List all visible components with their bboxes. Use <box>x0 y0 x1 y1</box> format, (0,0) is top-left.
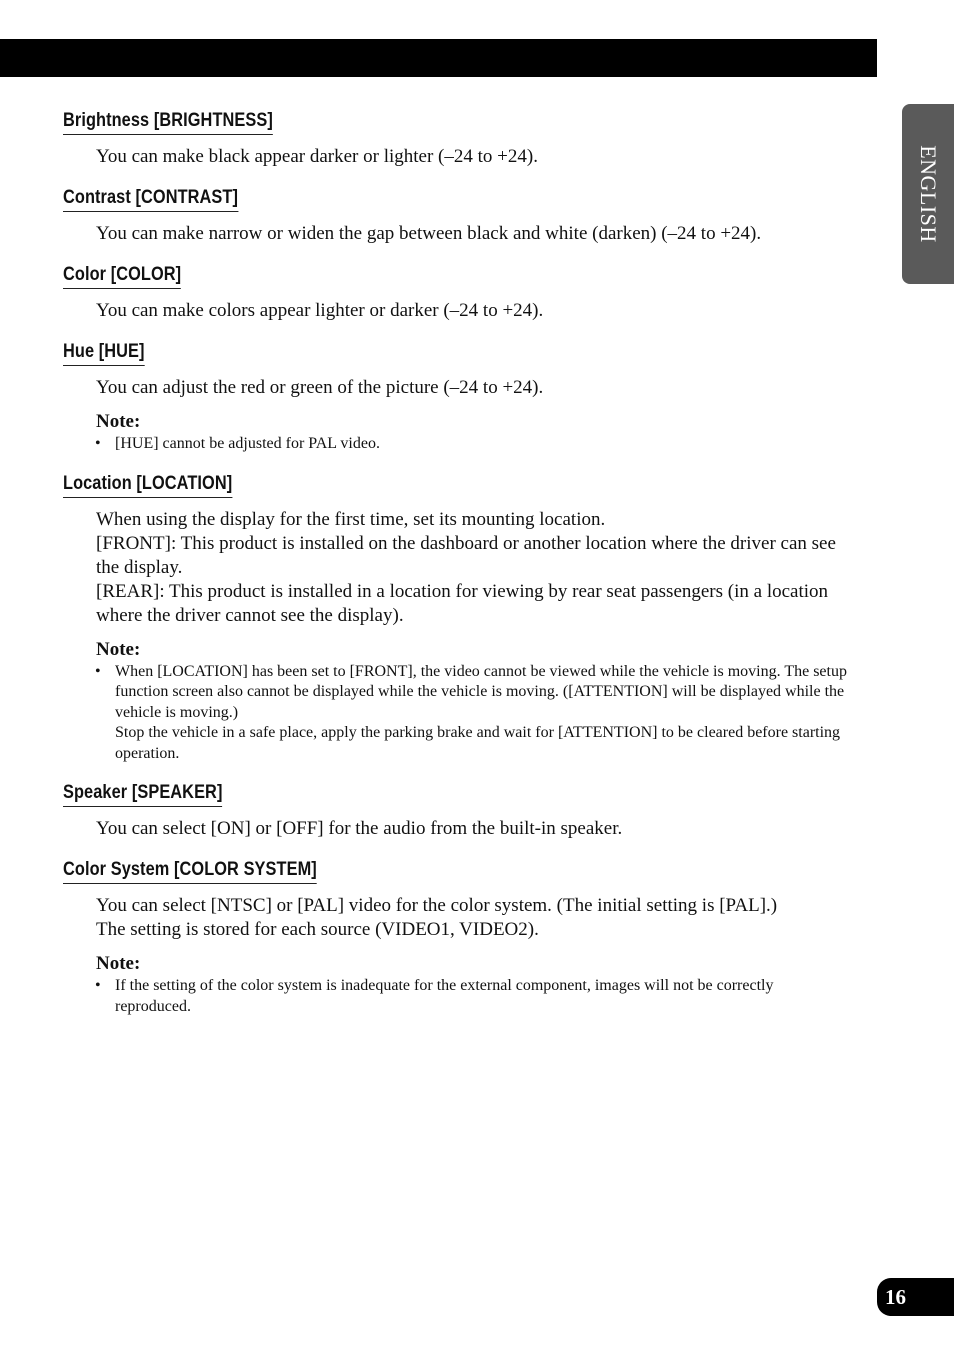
section-heading: Speaker [SPEAKER] <box>63 782 222 807</box>
paragraph: You can make black appear darker or lighter (–24 to +24). <box>96 146 538 167</box>
section-color <box>63 264 853 323</box>
header-bar <box>0 39 877 77</box>
paragraph: You can select [NTSC] or [PAL] video for the color system. (The initial setting is [PAL].) <box>96 895 778 916</box>
note-item <box>63 434 853 455</box>
section-body <box>96 145 853 169</box>
note-label: Note: <box>96 638 141 660</box>
section-color-system <box>63 859 853 1017</box>
section-heading: Brightness [BRIGHTNESS] <box>63 110 273 135</box>
language-tab-label: ENGLISH <box>916 145 941 243</box>
paragraph: You can select [ON] or [OFF] for the audio from the built-in speaker. <box>96 818 623 839</box>
section-body <box>96 222 853 246</box>
note-list <box>63 976 853 1017</box>
section-heading: Color System [COLOR SYSTEM] <box>63 859 317 884</box>
section-body <box>96 508 853 628</box>
paragraph: You can adjust the red or green of the picture (–24 to +24). <box>96 377 544 398</box>
note-item <box>63 662 853 765</box>
section-heading: Color [COLOR] <box>63 264 181 289</box>
note-list <box>63 434 853 455</box>
paragraph: [FRONT]: This product is installed on the dashboard or another location where the driver can see the display. <box>96 532 836 578</box>
note-text: • [HUE] cannot be adjusted for PAL video. <box>115 435 380 452</box>
section-brightness <box>63 110 853 169</box>
settings-content <box>63 110 853 1035</box>
section-heading: Hue [HUE] <box>63 341 145 366</box>
section-body <box>96 894 853 942</box>
page-number: 16 <box>877 1278 954 1316</box>
section-hue <box>63 341 853 455</box>
section-heading: Location [LOCATION] <box>63 473 232 498</box>
note-list <box>63 662 853 765</box>
language-tab <box>902 104 954 284</box>
paragraph: You can make narrow or widen the gap between black and white (darken) (–24 to +24). <box>96 223 762 244</box>
section-location <box>63 473 853 765</box>
note-item <box>63 976 853 1017</box>
paragraph: When using the display for the first time, set its mounting location. <box>96 508 606 530</box>
section-body <box>96 817 853 841</box>
section-heading: Contrast [CONTRAST] <box>63 187 238 212</box>
paragraph: You can make colors appear lighter or darker (–24 to +24). <box>96 300 544 321</box>
section-speaker <box>63 782 853 841</box>
note-label: Note: <box>96 411 141 432</box>
note-label: Note: <box>96 953 141 974</box>
note-text: • When [LOCATION] has been set to [FRONT], the video cannot be viewed while the vehicle is moving. The setup function screen also cannot be displayed while the vehicle is moving. ([ATTENTION] will be displayed while the vehicle is moving.) <box>115 662 847 721</box>
note-text: Stop the vehicle in a safe place, apply the parking brake and wait for [ATTENTION] to be cleared before starting operation. <box>115 724 841 762</box>
section-body <box>96 376 853 400</box>
paragraph: [REAR]: This product is installed in a location for viewing by rear seat passengers (in a location where the driver cannot see the display). <box>96 580 829 626</box>
note-text: • If the setting of the color system is inadequate for the external component, images will not be correctly reproduced. <box>115 977 774 1015</box>
section-body <box>96 299 853 323</box>
paragraph: The setting is stored for each source (VIDEO1, VIDEO2). <box>96 919 539 940</box>
section-contrast <box>63 187 853 246</box>
